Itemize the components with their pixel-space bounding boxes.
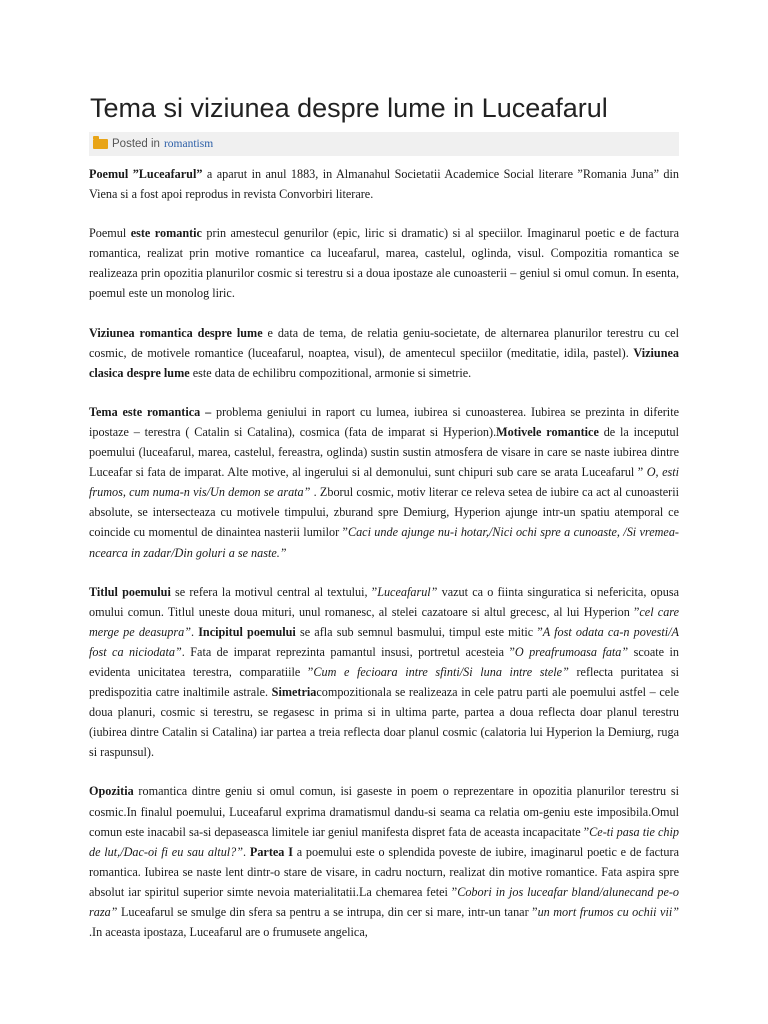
paragraph bbox=[89, 223, 679, 303]
posted-in-label: Posted in bbox=[112, 138, 160, 150]
bold-text: Partea I bbox=[249, 844, 293, 859]
paragraph bbox=[89, 781, 679, 942]
body-text: . bbox=[243, 844, 250, 859]
bold-text: Motivele romantice bbox=[496, 424, 599, 439]
body-text: a poemului este o splendida poveste de iubire, imaginarul poetic e de factura romantica. Iubirea se naste lent dintr-o stare de visare, in cadru nocturn, realizat din motive romantice. Fata aspira spre absolut iar spiritul superior simte nevoia materialitatii.La chemarea fetei ” bbox=[89, 844, 679, 899]
quote-text: Caci unde ajunge nu-i hotar,/Nici ochi spre a cunoaste, /Si vremea-ncearca in zadar/Din goluri a se naste.” bbox=[89, 525, 679, 560]
article-title: Tema si viziunea despre lume in Luceafarul bbox=[90, 93, 608, 123]
body-text: vazut ca o fiinta singuratica si nefericita, opusa omului comun. Titlul uneste doua mituri, unul romanesc, al stelei cazatoare si altul grecesc, al lui Hyperion ” bbox=[89, 584, 679, 619]
paragraph bbox=[89, 402, 679, 563]
bold-text: Viziunea clasica despre lume bbox=[89, 345, 679, 380]
body-text: . Zborul cosmic, motiv literar ce releva setea de iubire ca act al cunoasterii absolute, se intersecteaza cu motivele timpului, zburand spre Demiurg, Hyperion ajunge intr-un spatiu atemporal ce coincide cu momentul de dinaintea nasterii lumilor ” bbox=[89, 485, 680, 540]
body-text: . bbox=[190, 624, 199, 639]
body-text: reflecta puritatea si predispozitia catre inaltimile astrale. bbox=[89, 664, 679, 700]
paragraph bbox=[89, 582, 679, 763]
category-link[interactable]: romantism bbox=[163, 138, 214, 150]
quote-text: O preafrumoasa fata” bbox=[514, 644, 629, 659]
body-text: este data de echilibru compozitional, armonie si simetrie. bbox=[189, 365, 472, 380]
quote-text: A fost odata ca-n povesti/A fost ca niciodata” bbox=[89, 624, 680, 659]
posted-in-bar bbox=[89, 132, 679, 156]
bold-text: Incipitul poemului bbox=[198, 624, 296, 639]
quote-text: Cobori in jos luceafar bland/alunecand pe-o raza” bbox=[89, 884, 679, 919]
body-text: e data de tema, de relatia geniu-societate, de alternarea planurilor terestru cu cel cosmic, de motivele romantice (luceafarul, noaptea, visul), de amentecul speciilor (meditatie, idila, pastel). bbox=[89, 325, 679, 360]
body-text: prin amestecul genurilor (epic, liric si dramatic) si al speciilor. Imaginarul poetic e de factura romantica, realizat prin motive romantice ca luceafarul, marea, castelul, oglinda, visul. Compozitia romantica se realizeaza prin opozitia planurilor cosmic si terestru si a doua ipostaze ale cunoasterii – geniul si omul comun. In esenta, poemul este un monolog liric. bbox=[89, 226, 679, 301]
body-text: Luceafarul se smulge din sfera sa pentru a se intrupa, din cer si mare, intr-un tanar ” bbox=[117, 905, 538, 919]
folder-icon bbox=[93, 139, 108, 149]
bold-text: Poemul ”Luceafarul” bbox=[89, 167, 203, 181]
body-text: compozitionala se realizeaza in cele patru parti ale poemului astfel – cele doua planuri, cosmic si terestru, se regasesc in prima si in ultima parte, partea a doua reflecta doar planul terestru (iubirea dintre Catalin si Catalina) iar partea a treia reflecta doar planul cosmic (calatoria lui Hyperion la Demiurg, ruga si raspunsul). bbox=[89, 685, 679, 760]
quote-text: cel care merge pe deasupra” bbox=[89, 604, 679, 639]
body-text: romantica dintre geniu si omul comun, isi gaseste in poem o reprezentare in opozitia planurilor terestru si cosmic.In finalul poemului, Luceafarul exprima dramatismul dandu-si seama ca relatia om-geniu este imposibila.Omul comun este inacabil sa-si depaseasca limitele iar geniul manifesta dispret fata de aceasta incapacitate ” bbox=[89, 784, 679, 839]
body-text: . Fata de imparat reprezinta pamantul insusi, portretul acesteia ” bbox=[181, 644, 515, 659]
quote-text: Ce-ti pasa tie chip de lut,/Dac-oi fi eu sau altul?” bbox=[89, 824, 680, 859]
bold-text: Opozitia bbox=[89, 784, 134, 799]
body-text: scoate in evidenta unicitatea terestra, comparatiile ” bbox=[89, 644, 679, 679]
quote-text: Cum e fecioara intre sfinti/Si luna intre stele” bbox=[313, 664, 569, 679]
paragraph bbox=[89, 323, 679, 383]
bold-text: este romantic bbox=[130, 226, 202, 241]
body-text: problema geniului in raport cu lumea, iubirea si cunoasterea. Iubirea se prezinta in diferite ipostaze – terestra ( Catalin si Catalina), cosmica (fata de imparat si Hyperion). bbox=[89, 404, 679, 439]
bold-text: Viziunea romantica despre lume bbox=[89, 325, 263, 340]
paragraph bbox=[89, 164, 679, 204]
body-text: se afla sub semnul basmului, timpul este mitic ” bbox=[295, 624, 543, 639]
body-text: Poemul bbox=[89, 226, 131, 241]
bold-text: Tema este romantica – bbox=[89, 404, 212, 419]
body-text: a aparut in anul 1883, in Almanahul Societatii Academice Social literare ”Romania Juna” din Viena si a fost apoi reprodus in revista Convorbiri literare. bbox=[89, 167, 680, 202]
bold-text: Titlul poemului bbox=[89, 584, 171, 599]
quote-text: O, esti frumos, cum numa-n vis/Un demon se arata” bbox=[89, 465, 680, 500]
body-text: de la inceputul poemului (luceafarul, marea, castelul, fereastra, oglinda) sustin sustin atmosfera de visare in care se naste iubirea dintre Luceafar si fata de imparat. Alte motive, al ingerului si al demonului, sunt chipuri sub care se arata Luceafarul ” bbox=[89, 424, 679, 480]
body-text: .In aceasta ipostaza, Luceafarul are o frumusete angelica, bbox=[89, 925, 368, 940]
article-body bbox=[89, 164, 679, 961]
quote-text: un mort frumos cu ochii vii” bbox=[537, 905, 680, 919]
body-text: se refera la motivul central al textului, ” bbox=[170, 584, 378, 599]
quote-text: Luceafarul” bbox=[377, 584, 438, 599]
bold-text: Simetria bbox=[271, 685, 317, 700]
